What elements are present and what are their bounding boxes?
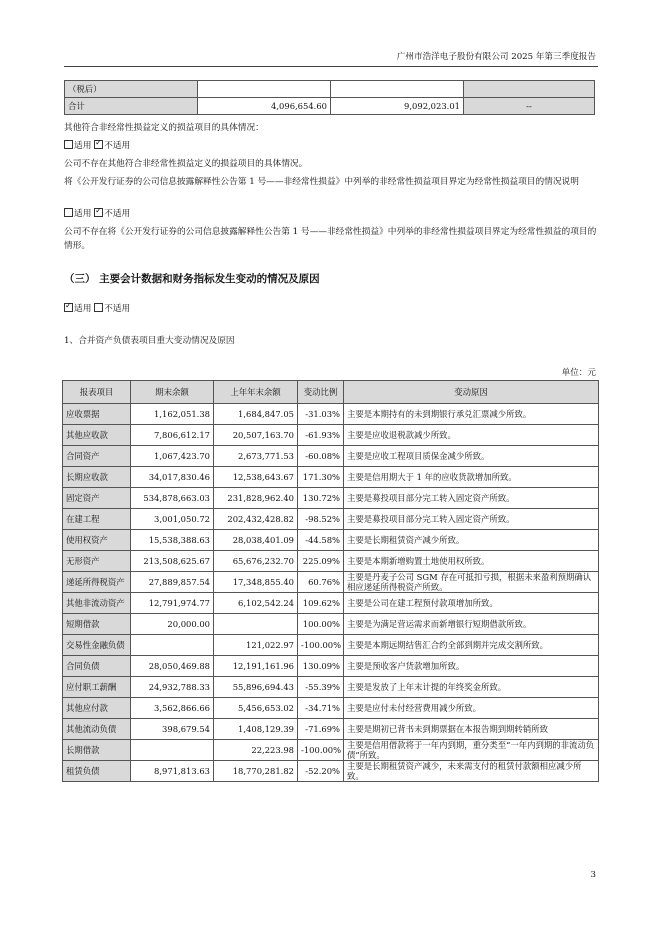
column-header: 变动原因 bbox=[344, 381, 599, 404]
period-end-cell: 34,017,830.46 bbox=[131, 467, 214, 488]
reason-cell: 主要是为满足营运需求而新增银行短期借款所致。 bbox=[344, 614, 599, 635]
table-header-row bbox=[63, 381, 599, 404]
option-na-label: 不适用 bbox=[104, 209, 131, 219]
period-end-cell: 213,508,625.67 bbox=[131, 551, 214, 572]
total-note: -- bbox=[464, 98, 595, 115]
change-ratio-cell: 130.09% bbox=[298, 656, 344, 677]
page-number: 3 bbox=[590, 870, 596, 880]
option-apply-label: 适用 bbox=[74, 209, 92, 219]
item-name-cell: 无形资产 bbox=[63, 551, 131, 572]
item-name-cell: 固定资产 bbox=[63, 488, 131, 509]
reason-cell: 主要是本期远期结售汇合约全部到期并完成交割所致。 bbox=[344, 635, 599, 656]
prior-year-end-cell: 20,507,163.70 bbox=[214, 425, 298, 446]
paragraph-reclassification: 将《公开发行证券的公司信息披露解释性公告第 1 号——非经常性损益》中列举的非经常性损益项目界定为经常性损益项目的情况说明 bbox=[64, 177, 579, 187]
option-na-label: 不适用 bbox=[104, 304, 131, 314]
item-name-cell: 交易性金融负债 bbox=[63, 635, 131, 656]
prior-year-end-cell: 5,456,653.02 bbox=[214, 698, 298, 719]
header-divider bbox=[64, 66, 598, 67]
prior-year-end-cell: 1,408,129.39 bbox=[214, 719, 298, 740]
period-end-cell: 534,878,663.03 bbox=[131, 488, 214, 509]
table-row bbox=[63, 425, 599, 446]
table-row bbox=[63, 740, 599, 761]
table-row bbox=[63, 677, 599, 698]
paragraph-no-other-items: 公司不存在其他符合非经常性损益定义的损益项目的具体情况。 bbox=[64, 159, 308, 169]
column-header: 上年年末余额 bbox=[214, 381, 298, 404]
change-ratio-cell: -52.20% bbox=[298, 761, 344, 782]
table-row bbox=[63, 446, 599, 467]
prior-year-end-cell: 202,432,428.82 bbox=[214, 509, 298, 530]
prior-year-end-cell: 231,828,962.40 bbox=[214, 488, 298, 509]
reason-cell: 主要是长期租赁资产减少所致。 bbox=[344, 530, 599, 551]
item-name-cell: 其他应收款 bbox=[63, 425, 131, 446]
change-ratio-cell: 109.62% bbox=[298, 593, 344, 614]
period-end-cell: 15,538,388.63 bbox=[131, 530, 214, 551]
change-ratio-cell: 100.00% bbox=[298, 614, 344, 635]
period-end-cell: 27,889,857.54 bbox=[131, 572, 214, 593]
prior-year-end-cell: 12,191,161.96 bbox=[214, 656, 298, 677]
change-ratio-cell: -100.00% bbox=[298, 635, 344, 656]
reason-cell: 主要是预收客户货款增加所致。 bbox=[344, 656, 599, 677]
table-row bbox=[63, 404, 599, 425]
reason-cell: 主要是发放了上年末计提的年终奖金所致。 bbox=[344, 677, 599, 698]
unit-label: 单位：元 bbox=[561, 368, 596, 378]
period-end-cell: 7,806,612.17 bbox=[131, 425, 214, 446]
period-end-cell: 398,679.54 bbox=[131, 719, 214, 740]
paragraph-no-reclassification: 公司不存在将《公开发行证券的公司信息披露解释性公告第 1 号——非经常性损益》中列举的非经常性损益项目界定为经常性损益的项目的情形。 bbox=[64, 227, 597, 251]
change-ratio-cell: 225.09% bbox=[298, 551, 344, 572]
total-ytd: 9,092,023.01 bbox=[331, 98, 464, 115]
non-recurring-summary-table bbox=[64, 80, 595, 115]
item-name-cell: 长期借款 bbox=[63, 740, 131, 761]
prior-year-end-cell: 1,684,847.05 bbox=[214, 404, 298, 425]
applicability-option-3 bbox=[64, 302, 604, 316]
prior-year-end-cell bbox=[214, 614, 298, 635]
item-name-cell: 应收票据 bbox=[63, 404, 131, 425]
item-name-cell: 使用权资产 bbox=[63, 530, 131, 551]
report-header-title: 广州市浩洋电子股份有限公司 2025 年第三季度报告 bbox=[396, 52, 596, 62]
reason-cell: 主要是期初已背书未到期票据在本报告期到期转销所致 bbox=[344, 719, 599, 740]
period-end-cell: 12,791,974.77 bbox=[131, 593, 214, 614]
change-ratio-cell: -98.52% bbox=[298, 509, 344, 530]
checkbox-checked-icon bbox=[94, 208, 103, 217]
table-cell bbox=[331, 81, 464, 98]
period-end-cell: 3,562,866.66 bbox=[131, 698, 214, 719]
reason-cell: 主要是应收退税款减少所致。 bbox=[344, 425, 599, 446]
checkbox-checked-icon bbox=[94, 140, 103, 149]
item-name-cell: 租赁负债 bbox=[63, 761, 131, 782]
item-name-cell: 合同负债 bbox=[63, 656, 131, 677]
change-ratio-cell: -55.39% bbox=[298, 677, 344, 698]
period-end-cell bbox=[131, 740, 214, 761]
table-cell bbox=[198, 81, 331, 98]
table-row bbox=[63, 509, 599, 530]
table-row bbox=[63, 635, 599, 656]
reason-cell: 主要是本期新增购置土地使用权所致。 bbox=[344, 551, 599, 572]
reason-cell: 主要是公司在建工程预付款项增加所致。 bbox=[344, 593, 599, 614]
table-row bbox=[63, 614, 599, 635]
table-row bbox=[63, 467, 599, 488]
change-ratio-cell: -71.69% bbox=[298, 719, 344, 740]
reason-cell: 主要是长期租赁资产减少，未来需支付的租赁付款额相应减少所致。 bbox=[344, 761, 599, 782]
option-apply-label: 适用 bbox=[74, 141, 92, 151]
prior-year-end-cell: 121,022.97 bbox=[214, 635, 298, 656]
table-row bbox=[63, 488, 599, 509]
table-row bbox=[63, 530, 599, 551]
table-row bbox=[63, 719, 599, 740]
prior-year-end-cell: 28,038,401.09 bbox=[214, 530, 298, 551]
total-label: 合计 bbox=[65, 98, 198, 115]
change-ratio-cell: 130.72% bbox=[298, 488, 344, 509]
balance-sheet-changes-table bbox=[62, 380, 599, 782]
checkbox-unchecked-icon bbox=[94, 303, 103, 312]
change-ratio-cell: 60.76% bbox=[298, 572, 344, 593]
table-cell bbox=[464, 81, 595, 98]
reason-cell: 主要是信用期大于 1 年的应收货款增加所致。 bbox=[344, 467, 599, 488]
table-row bbox=[65, 81, 595, 98]
period-end-cell: 28,050,469.88 bbox=[131, 656, 214, 677]
change-ratio-cell: -31.03% bbox=[298, 404, 344, 425]
section-title: （三） 主要会计数据和财务指标发生变动的情况及原因 bbox=[64, 273, 320, 285]
prior-year-end-cell: 18,770,281.82 bbox=[214, 761, 298, 782]
prior-year-end-cell: 65,676,232.70 bbox=[214, 551, 298, 572]
change-ratio-cell: -60.08% bbox=[298, 446, 344, 467]
prior-year-end-cell: 17,348,855.40 bbox=[214, 572, 298, 593]
item-name-cell: 合同资产 bbox=[63, 446, 131, 467]
period-end-cell: 8,971,813.63 bbox=[131, 761, 214, 782]
prior-year-end-cell: 2,673,771.53 bbox=[214, 446, 298, 467]
table-row bbox=[63, 698, 599, 719]
table-row bbox=[65, 98, 595, 115]
reason-cell: 主要是募投项目部分完工转入固定资产所致。 bbox=[344, 488, 599, 509]
change-ratio-cell: 171.30% bbox=[298, 467, 344, 488]
table-row bbox=[63, 761, 599, 782]
table-row bbox=[63, 656, 599, 677]
applicability-option-2 bbox=[64, 207, 604, 221]
prior-year-end-cell: 22,223.98 bbox=[214, 740, 298, 761]
prior-year-end-cell: 55,896,694.43 bbox=[214, 677, 298, 698]
applicability-option-1 bbox=[64, 139, 604, 153]
change-ratio-cell: -61.93% bbox=[298, 425, 344, 446]
item-name-cell: 在建工程 bbox=[63, 509, 131, 530]
prior-year-end-cell: 6,102,542.24 bbox=[214, 593, 298, 614]
option-apply-label: 适用 bbox=[74, 304, 92, 314]
option-na-label: 不适用 bbox=[104, 141, 131, 151]
column-header: 变动比例 bbox=[298, 381, 344, 404]
change-ratio-cell: -100.00% bbox=[298, 740, 344, 761]
subsection-title: 1、合并资产负债表项目重大变动情况及原因 bbox=[64, 336, 235, 346]
reason-cell: 主要是应付未付经营费用减少所致。 bbox=[344, 698, 599, 719]
item-name-cell: 其他流动负债 bbox=[63, 719, 131, 740]
reason-cell: 主要是应收工程项目质保金减少所致。 bbox=[344, 446, 599, 467]
item-name-cell: 其他非流动资产 bbox=[63, 593, 131, 614]
change-ratio-cell: -34.71% bbox=[298, 698, 344, 719]
reason-cell: 主要是本期持有的未到期银行承兑汇票减少所致。 bbox=[344, 404, 599, 425]
total-current: 4,096,654.60 bbox=[198, 98, 331, 115]
reason-cell: 主要是募投项目部分完工转入固定资产所致。 bbox=[344, 509, 599, 530]
reason-cell: 主要是信用借款将于一年内到期，重分类至“一年内到期的非流动负债”所致。 bbox=[344, 740, 599, 761]
item-name-cell: 递延所得税资产 bbox=[63, 572, 131, 593]
period-end-cell: 24,932,788.33 bbox=[131, 677, 214, 698]
period-end-cell: 1,162,051.38 bbox=[131, 404, 214, 425]
item-name-cell: 短期借款 bbox=[63, 614, 131, 635]
change-ratio-cell: -44.58% bbox=[298, 530, 344, 551]
item-name-cell: 其他应付款 bbox=[63, 698, 131, 719]
prior-year-end-cell: 12,538,643.67 bbox=[214, 467, 298, 488]
checkbox-checked-icon bbox=[64, 303, 73, 312]
period-end-cell: 3,001,050.72 bbox=[131, 509, 214, 530]
column-header: 期末余额 bbox=[131, 381, 214, 404]
column-header: 报表项目 bbox=[63, 381, 131, 404]
row-label: （税后） bbox=[65, 81, 198, 98]
checkbox-unchecked-icon bbox=[64, 140, 73, 149]
checkbox-unchecked-icon bbox=[64, 208, 73, 217]
period-end-cell: 20,000.00 bbox=[131, 614, 214, 635]
period-end-cell: 1,067,423.70 bbox=[131, 446, 214, 467]
period-end-cell bbox=[131, 635, 214, 656]
item-name-cell: 长期应收款 bbox=[63, 467, 131, 488]
table-row bbox=[63, 593, 599, 614]
item-name-cell: 应付职工薪酬 bbox=[63, 677, 131, 698]
paragraph-other-items: 其他符合非经常性损益定义的损益项目的具体情况： bbox=[64, 123, 264, 133]
reason-cell: 主要是丹麦子公司 SGM 存在可抵扣亏损，根据未来盈利预期确认相应递延所得税资产所致。 bbox=[344, 572, 599, 593]
table-row bbox=[63, 572, 599, 593]
table-row bbox=[63, 551, 599, 572]
